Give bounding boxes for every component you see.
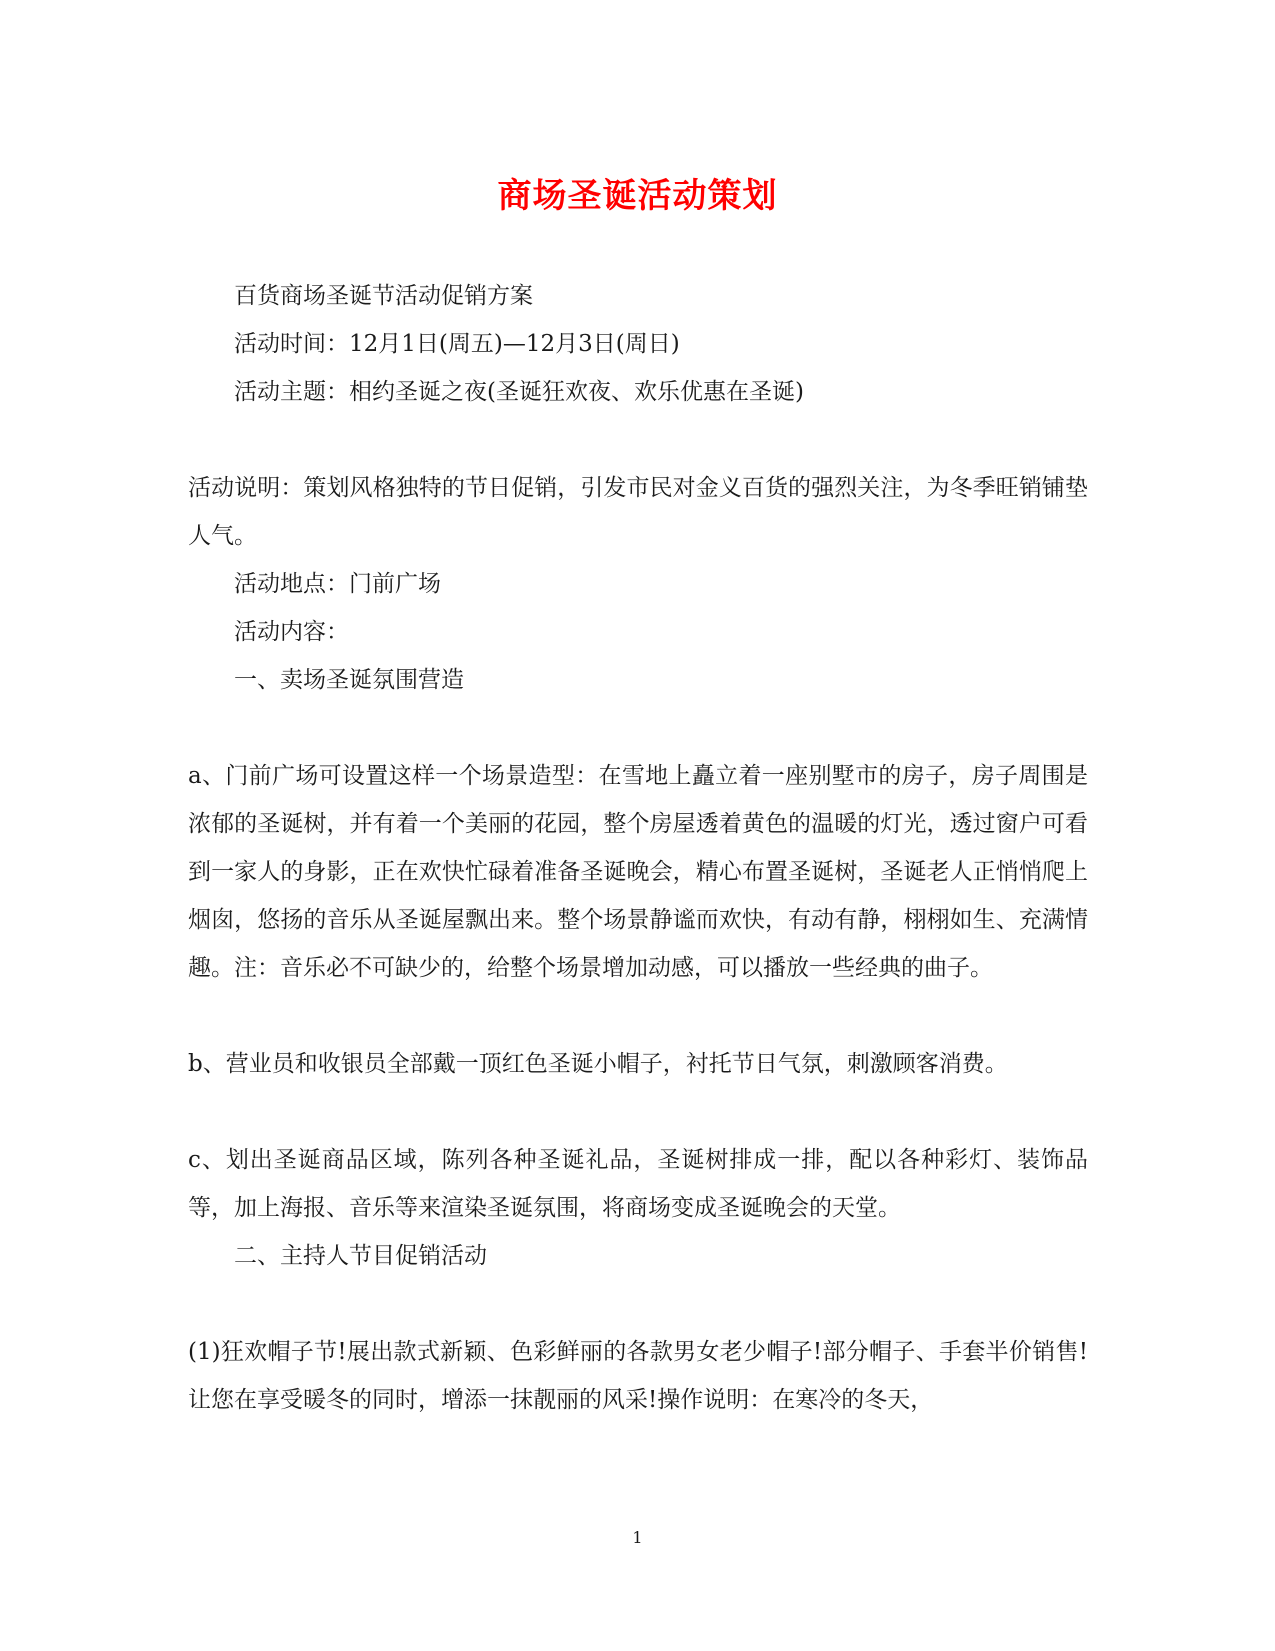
paragraph-item-1: (1)狂欢帽子节!展出款式新颖、色彩鲜丽的各款男女老少帽子!部分帽子、手套半价销售!让您在享受暖冬的同时，增添一抹靓丽的风采!操作说明：在寒冷的冬天， <box>188 1339 1088 1413</box>
document-title: 商场圣诞活动策划 <box>497 176 778 216</box>
paragraph-activity-location: 活动地点：门前广场 <box>234 571 441 597</box>
paragraph-activity-theme: 活动主题：相约圣诞之夜(圣诞狂欢夜、欢乐优惠在圣诞) <box>234 379 804 405</box>
paragraph-subtitle: 百货商场圣诞节活动促销方案 <box>234 283 533 309</box>
paragraph-item-c: c、划出圣诞商品区域，陈列各种圣诞礼品，圣诞树排成一排，配以各种彩灯、装饰品等，加上海报、音乐等来渲染圣诞氛围，将商场变成圣诞晚会的天堂。 <box>188 1147 1088 1221</box>
paragraph-activity-content: 活动内容： <box>234 619 349 645</box>
paragraph-section-two-heading: 二、主持人节目促销活动 <box>234 1243 487 1269</box>
paragraph-item-b: b、营业员和收银员全部戴一顶红色圣诞小帽子，衬托节日气氛，刺激顾客消费。 <box>188 1051 1008 1077</box>
paragraph-section-one-heading: 一、卖场圣诞氛围营造 <box>234 667 464 693</box>
paragraph-activity-time: 活动时间：12月1日(周五)—12月3日(周日) <box>234 331 680 357</box>
document-body <box>188 272 1088 1424</box>
page-number: 1 <box>632 1528 643 1547</box>
paragraph-activity-description: 活动说明：策划风格独特的节日促销，引发市民对金义百货的强烈关注，为冬季旺销铺垫人气。 <box>188 475 1088 549</box>
paragraph-item-a: a、门前广场可设置这样一个场景造型：在雪地上矗立着一座别墅市的房子，房子周围是浓郁的圣诞树，并有着一个美丽的花园，整个房屋透着黄色的温暖的灯光，透过窗户可看到一家人的身影，正在欢快忙碌着准备圣诞晚会，精心布置圣诞树，圣诞老人正悄悄爬上烟囱，悠扬的音乐从圣诞屋飘出来。整个场景静谧而欢快，有动有静，栩栩如生、充满情趣。注：音乐必不可缺少的，给整个场景增加动感，可以播放一些经典的曲子。 <box>188 763 1088 981</box>
